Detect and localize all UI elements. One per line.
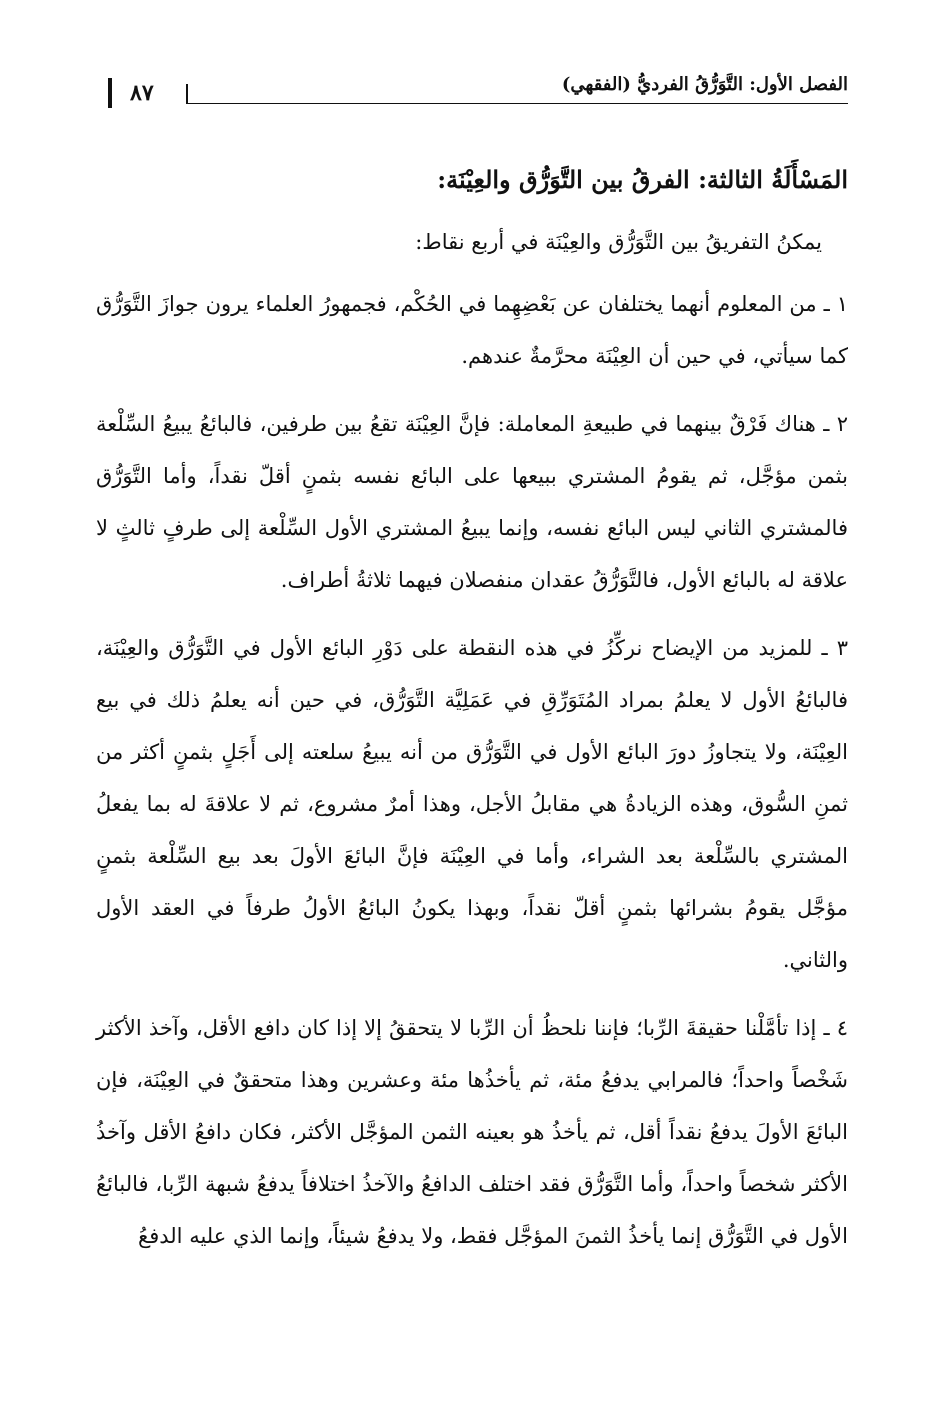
- intro-paragraph: يمكنُ التفريقُ بين التَّوَرُّق والعِيْنَة في أربع نقاط:: [415, 230, 822, 254]
- point-paragraph: ١ ـ من المعلوم أنهما يختلفان عن بَعْضِهِما في الحُكْم، فجمهورُ العلماء يرون جوازَ التَّوَرُّق كما سيأتي، في حين أن العِيْنَة محرَّمةٌ عندهم.: [96, 292, 848, 368]
- header-bar: [108, 78, 112, 108]
- chapter-title: الفصل الأول: التَّوَرُّقُ الفرديُّ (الفقهي): [561, 74, 848, 95]
- header-tick: [186, 84, 188, 104]
- header-rule: [186, 103, 848, 104]
- body-text: [96, 150, 848, 1278]
- point-paragraph: ٤ ـ إذا تأمَّلْنا حقيقةَ الرِّبا؛ فإننا نلحظُ أن الرِّبا لا يتحققُ إلا إذا كان دافع الأقل، وآخذ الأكثر شَخْصاً واحداً؛ فالمرابي يدفعُ مئة، ثم يأخذُها مئة وعشرين وهذا متحققٌ في العِيْنَة، فإن البائعَ الأولَ يدفعُ نقداً أقل، ثم يأخذُ هو بعينه الثمن المؤجَّل الأكثر، فكان دافعُ الأقل وآخذُ الأكثر شخصاً واحداً، وأما التَّوَرُّق فقد اختلف الدافعُ والآخذُ اختلافاً يدفعُ شبهة الرِّبا، فالبائعُ الأول في التَّوَرُّق إنما يأخذُ الثمنَ المؤجَّل فقط، ولا يدفعُ شيئاً، وإنما الذي عليه الدفعُ: [96, 1016, 848, 1248]
- page-number: ٨٧: [130, 80, 154, 106]
- section-heading: المَسْأَلَةُ الثالثة: الفرقُ بين التَّوَرُّق والعِيْنَة:: [437, 165, 848, 194]
- running-header: [108, 72, 848, 112]
- point-paragraph: ٣ ـ للمزيد من الإيضاح نركِّزُ في هذه النقطة على دَوْرِ البائع الأول في التَّوَرُّق والعِيْنَة، فالبائعُ الأول لا يعلمُ بمراد المُتَوَرِّقِ في عَمَلِيَّة التَّوَرُّق، في حين أنه يعلمُ ذلك في بيع العِيْنَة، ولا يتجاوزُ دورَ البائع الأول في التَّوَرُّق من أنه يبيعُ سلعته إلى أَجَلٍ بثمنٍ أكثر من ثمنِ السُّوق، وهذه الزيادةُ هي مقابلُ الأجل، وهذا أمرٌ مشروع، ثم لا علاقةَ له بما يفعلُ المشتري بالسِّلْعة بعد الشراء، وأما في العِيْنَة فإنَّ البائعَ الأولَ بعد بيع السِّلْعة بثمنٍ مؤجَّل يقومُ بشرائها بثمنٍ أقلّ نقداً، وبهذا يكونُ البائعُ الأولُ طرفاً في العقد الأول والثاني.: [96, 636, 848, 972]
- point-paragraph: ٢ ـ هناك فَرْقٌ بينهما في طبيعةِ المعاملة: فإنَّ العِيْنَة تقعُ بين طرفين، فالبائعُ يبيعُ السِّلْعة بثمن مؤجَّل، ثم يقومُ المشتري ببيعها على البائع نفسه بثمنٍ أقلّ نقداً، وأما التَّوَرُّق فالمشتري الثاني ليس البائع نفسه، وإنما يبيعُ المشتري الأول السِّلْعة إلى طرفٍ ثالثٍ لا علاقة له بالبائع الأول، فالتَّوَرُّقُ عقدان منفصلان فيهما ثلاثةُ أطراف.: [96, 412, 848, 592]
